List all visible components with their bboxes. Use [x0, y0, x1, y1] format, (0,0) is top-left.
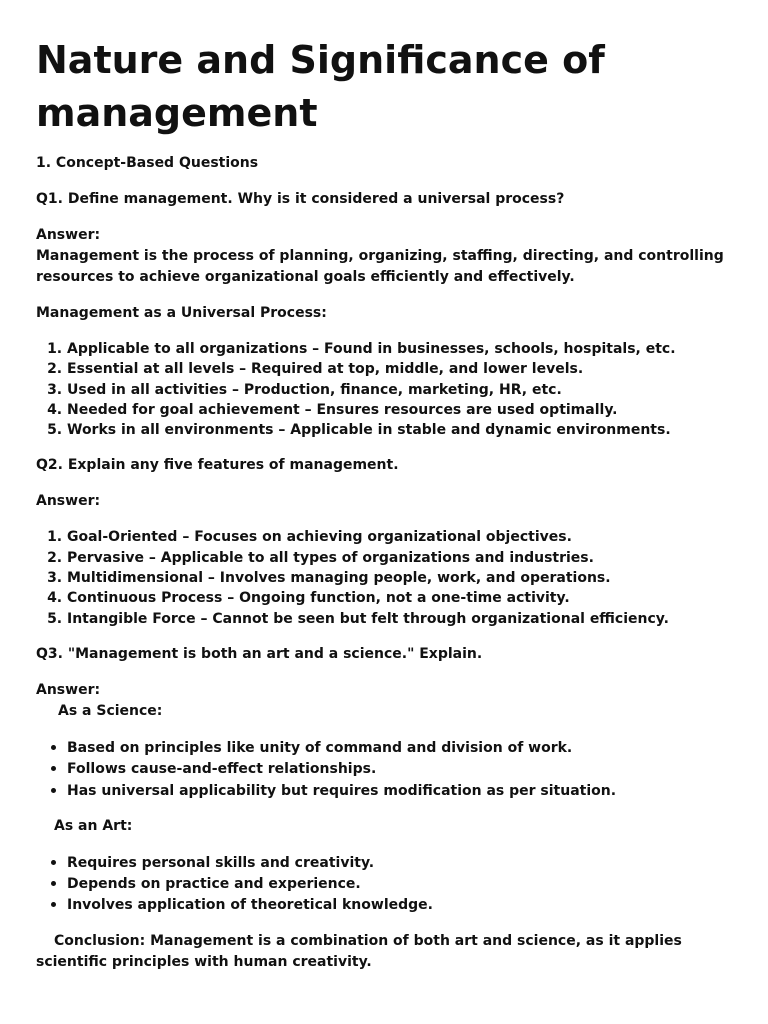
universal-process-list	[36, 339, 736, 440]
list-item: • Based on principles like unity of command and division of work.	[67, 737, 736, 758]
list-item: 2. Essential at all levels – Required at top, middle, and lower levels.	[67, 359, 736, 379]
list-item: 5. Intangible Force – Cannot be seen but felt through organizational efficiency.	[67, 609, 736, 629]
list-item: 1. Goal-Oriented – Focuses on achieving organizational objectives.	[67, 527, 736, 547]
list-item: 5. Works in all environments – Applicable in stable and dynamic environments.	[67, 420, 736, 440]
list-item: 3. Used in all activities – Production, finance, marketing, HR, etc.	[67, 380, 736, 400]
list-item: 2. Pervasive – Applicable to all types of organizations and industries.	[67, 548, 736, 568]
features-list	[36, 527, 736, 628]
question-1: Q1. Define management. Why is it considered a universal process?	[36, 191, 565, 207]
science-heading: As a Science:	[58, 702, 163, 719]
answer-text-1: Management is the process of planning, organizing, staffing, directing, and controlling resources to achieve organizational goals efficiently and effectively.	[36, 248, 724, 285]
page-title: Nature and Significance of management	[36, 38, 605, 135]
list-item: 4. Continuous Process – Ongoing function, not a one-time activity.	[67, 588, 736, 608]
list-item: • Follows cause-and-effect relationships.	[67, 758, 736, 779]
list-item: • Depends on practice and experience.	[67, 873, 736, 894]
list-item: 1. Applicable to all organizations – Found in businesses, schools, hospitals, etc.	[67, 339, 736, 359]
answer-label-2: Answer:	[36, 493, 101, 510]
question-3: Q3. "Management is both an art and a science." Explain.	[36, 645, 483, 662]
science-list	[36, 737, 736, 801]
answer-label-1: Answer:	[36, 227, 101, 243]
answer-label-3: Answer:	[36, 681, 101, 698]
universal-process-heading: Management as a Universal Process:	[36, 305, 327, 321]
art-list	[36, 852, 736, 916]
list-item: 4. Needed for goal achievement – Ensures resources are used optimally.	[67, 400, 736, 420]
list-item: • Has universal applicability but requires modification as per situation.	[67, 780, 736, 801]
conclusion	[36, 931, 736, 973]
section-heading: 1. Concept-Based Questions	[36, 155, 259, 171]
list-item: • Requires personal skills and creativity.	[67, 852, 736, 873]
document-page	[36, 34, 736, 988]
question-2: Q2. Explain any five features of management.	[36, 457, 399, 474]
conclusion-text: Conclusion: Management is a combination of both art and science, as it applies scientific principles with human creativity.	[36, 932, 682, 970]
list-item: • Involves application of theoretical knowledge.	[67, 894, 736, 915]
art-heading: As an Art:	[54, 817, 133, 834]
list-item: 3. Multidimensional – Involves managing people, work, and operations.	[67, 568, 736, 588]
